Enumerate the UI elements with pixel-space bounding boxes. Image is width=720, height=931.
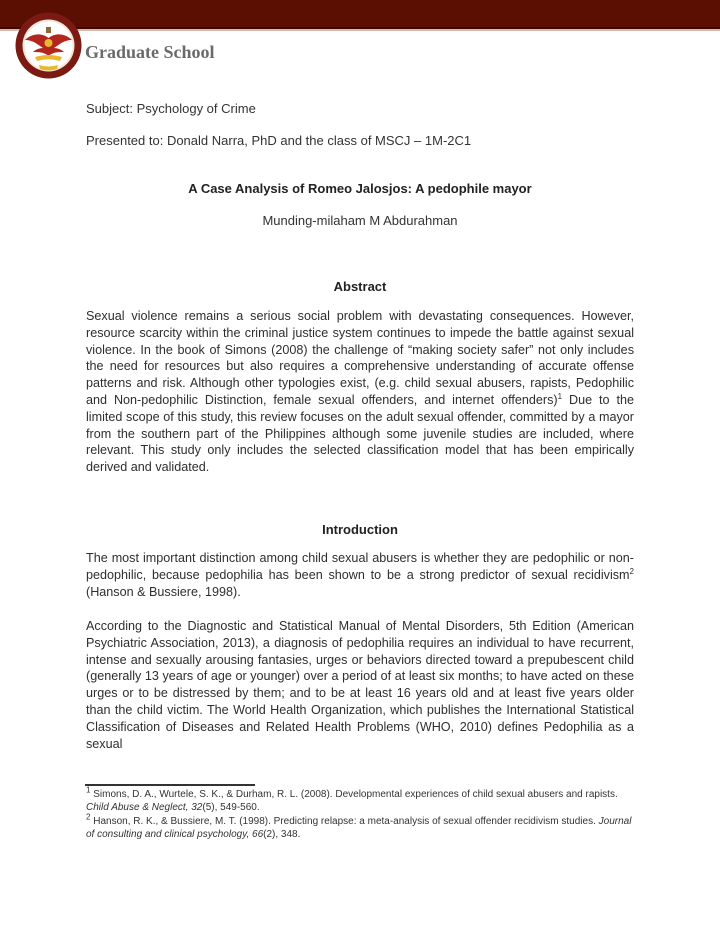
university-seal-icon (15, 12, 82, 79)
footnote-number: 2 (86, 812, 91, 822)
document-title: A Case Analysis of Romeo Jalosjos: A pedophile mayor (188, 181, 532, 196)
footnote-separator (85, 784, 255, 786)
abstract-paragraph (86, 308, 634, 476)
introduction-paragraph-1 (86, 550, 634, 600)
footnote-1 (86, 785, 634, 815)
abstract-text-part2: Due to the limited scope of this study, this review focuses on the adult sexual offender, committed by a mayor from the southern part of the Philippines although some juvenile studies are included, where relevant. This study only includes the selected classification model that has been empirically derived and validated. (86, 392, 634, 475)
footnotes (86, 785, 634, 841)
abstract-text-part1: Sexual violence remains a serious social problem with devastating consequences. However, resource scarcity within the criminal justice system continues to impede the battle against sexual violence. In the book of Simons (2008) the challenge of “making society safer” not only includes the need for resources but also requires a comprehensive understanding of accurate offense patterns and risk. Although other typologies exist, (e.g. child sexual abusers, rapists, Pedophilic and Non-pedophilic Distinction, female sexual offenders, and internet offenders) (86, 309, 634, 407)
intro-p1-text-part2: (Hanson & Bussiere, 1998). (86, 584, 241, 599)
abstract-heading: Abstract (333, 279, 387, 294)
footnote-number: 1 (86, 785, 91, 795)
footnote-journal: Journal of consulting and clinical psychology, 66 (86, 815, 632, 840)
footnote-ref-2[interactable]: 2 (629, 566, 634, 576)
footnote-2 (86, 812, 634, 842)
header-bar (0, 0, 720, 29)
footnote-journal: Child Abuse & Neglect, 32 (86, 802, 203, 814)
school-name: Graduate School (85, 42, 215, 62)
footnote-text: Simons, D. A., Wurtele, S. K., & Durham, R. L. (2008). Developmental experiences of child sexual abusers and rapists. (90, 789, 618, 800)
intro-p1-text-part1: The most important distinction among child sexual abusers is whether they are pedophilic or non-pedophilic, because pedophilia has been shown to be a strong predictor of sexual recidivism (86, 551, 634, 582)
footnote-text-end: (2), 348. (263, 828, 301, 840)
header-bar-shadow (0, 29, 720, 31)
footnote-ref-1[interactable]: 1 (557, 391, 563, 401)
introduction-paragraph-2: According to the Diagnostic and Statistical Manual of Mental Disorders, 5th Edition (American Psychiatric Association, 2013), a diagnosis of pedophilia requires an individual to have recurrent, intense and sexually arousing fantasies, urges or behaviors directed toward a prepubescent child (generally 13 years of age or younger) over a period of at least six months; to have acted on these urges or to be distressed by them; and to be at least 16 years old and at least five years older than the child victim. The World Health Organization, which publishes the International Statistical Classification of Diseases and Related Health Problems (WHO, 2010) defines Pedophilia as a sexual (86, 619, 634, 751)
presented-to-line: Presented to: Donald Narra, PhD and the class of MSCJ – 1M-2C1 (86, 133, 472, 148)
footnote-text: Hanson, R. K., & Bussiere, M. T. (1998). Predicting relapse: a meta-analysis of sexual offender recidivism studies. (90, 815, 599, 827)
introduction-heading: Introduction (322, 522, 398, 537)
footnote-text-end: (5), 549-560. (202, 802, 260, 814)
subject-line: Subject: Psychology of Crime (86, 101, 256, 116)
author-name: Munding-milaham M Abdurahman (262, 213, 458, 228)
